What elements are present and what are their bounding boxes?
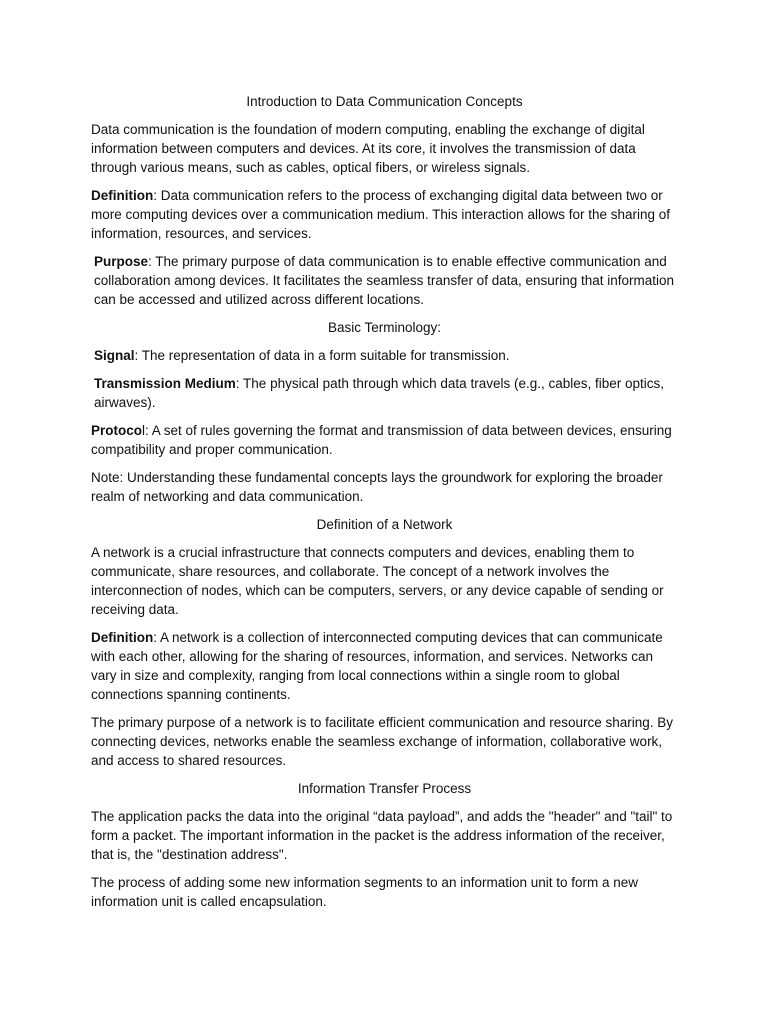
network-definition-paragraph xyxy=(91,628,678,704)
network-definition-term: Definition xyxy=(91,630,154,645)
signal-paragraph xyxy=(91,346,678,365)
intro-paragraph: Data communication is the foundation of modern computing, enabling the exchange of digital information between computers and devices. At its core, it involves the transmission of data through various means, such as cables, optical fibers, or wireless signals. xyxy=(91,122,645,175)
network-heading: Definition of a Network xyxy=(316,517,453,532)
definition-term: Definition xyxy=(91,188,154,203)
transfer-paragraph: The application packs the data into the original “data payload”, and adds the "header" and "tail" to form a packet. The important information in the packet is the address information of the receiver, that is, the "destination address". xyxy=(91,809,673,862)
network-definition-text: : A network is a collection of interconnected computing devices that can communicate with each other, allowing for the sharing of resources, information, and services. Networks can vary in size and complexity, ranging from local connections within a single room to global connections spanning continents. xyxy=(91,630,663,702)
definition-text: : Data communication refers to the process of exchanging digital data between two or more computing devices over a communication medium. This interaction allows for the sharing of information, resources, and services. xyxy=(91,188,671,241)
purpose-paragraph xyxy=(91,252,678,309)
signal-text: : The representation of data in a form suitable for transmission. xyxy=(134,348,510,363)
network-purpose-paragraph: The primary purpose of a network is to facilitate efficient communication and resource sharing. By connecting devices, networks enable the seamless exchange of information, collaborative work, and access to shared resources. xyxy=(91,715,674,768)
network-intro-paragraph: A network is a crucial infrastructure that connects computers and devices, enabling them to communicate, share resources, and collaborate. The concept of a network involves the interconnection of nodes, which can be computers, servers, or any device capable of sending or receiving data. xyxy=(91,545,664,617)
medium-text: : The physical path through which data travels (e.g., cables, fiber optics, airwaves). xyxy=(94,376,665,410)
purpose-text: : The primary purpose of data communication is to enable effective communication and collaboration among devices. It facilitates the seamless transfer of data, ensuring that information can be accessed and utilized across different locations. xyxy=(94,254,675,307)
document-title: Introduction to Data Communication Concepts xyxy=(246,94,523,109)
purpose-term: Purpose xyxy=(94,254,149,269)
signal-term: Signal xyxy=(94,348,135,363)
definition-paragraph xyxy=(91,186,678,243)
medium-term: Transmission Medium xyxy=(94,376,236,391)
protocol-paragraph xyxy=(91,421,678,459)
protocol-text: l: A set of rules governing the format and transmission of data between devices, ensuring compatibility and proper communication. xyxy=(91,423,672,457)
note-paragraph: Note: Understanding these fundamental concepts lays the groundwork for exploring the broader realm of networking and data communication. xyxy=(91,470,663,504)
terminology-heading: Basic Terminology: xyxy=(327,320,442,335)
encapsulation-paragraph: The process of adding some new information segments to an information unit to form a new information unit is called encapsulation. xyxy=(91,875,639,909)
medium-paragraph xyxy=(91,374,678,412)
transfer-heading: Information Transfer Process xyxy=(297,781,472,796)
protocol-term: Protoco xyxy=(91,423,143,438)
